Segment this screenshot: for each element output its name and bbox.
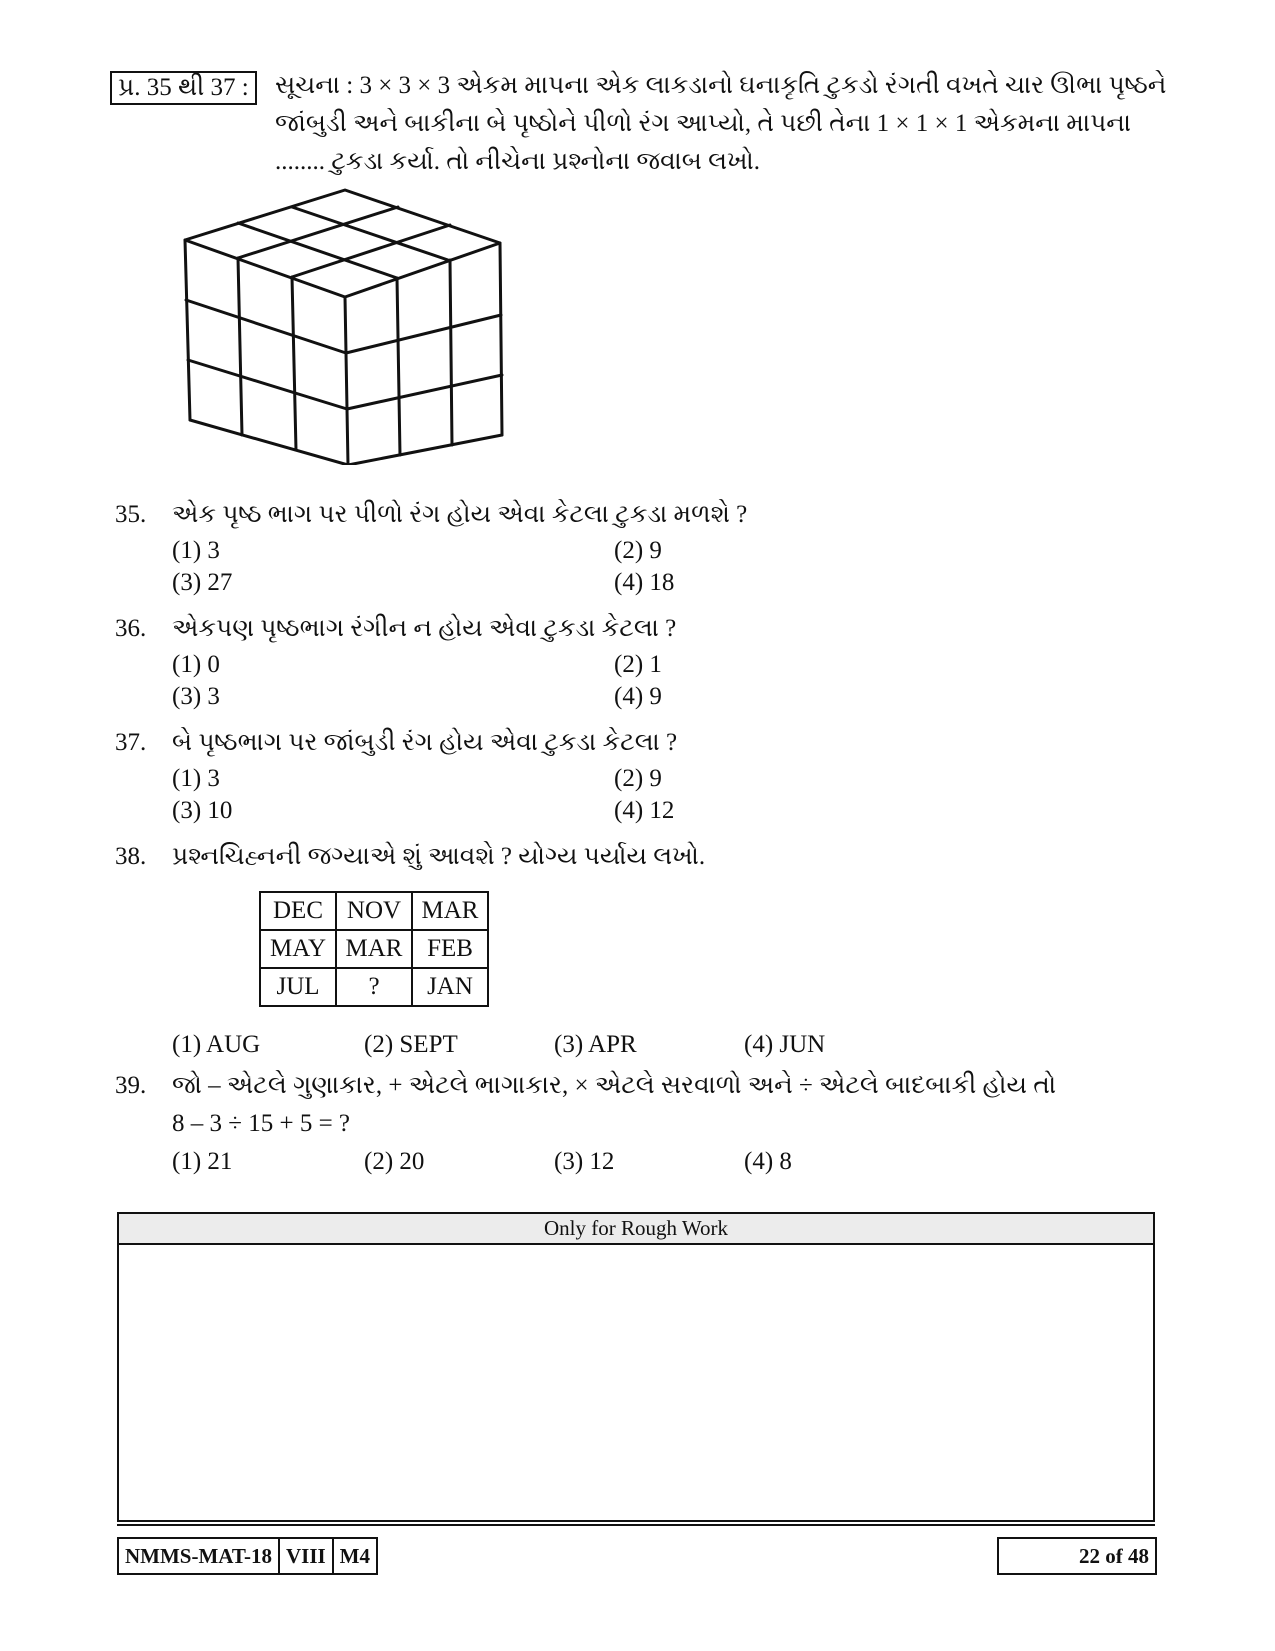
option: (4) 8	[744, 1148, 792, 1175]
footer-code-box	[117, 1537, 378, 1575]
grid-cell: MAR	[336, 930, 412, 968]
option: (3) APR	[554, 1031, 637, 1058]
math-expression: 8 – 3 ÷ 15 + 5 = ?	[172, 1110, 351, 1137]
question-text: એક પૃષ્ઠ ભાગ પર પીળો રંગ હોય એવા કેટલા ટુકડા મળશે ?	[172, 501, 748, 528]
grid-cell: JAN	[412, 968, 488, 1006]
question-number: 37.	[115, 729, 147, 756]
option: (2) SEPT	[364, 1031, 458, 1058]
option: (4) 18	[614, 569, 675, 596]
question-text: બે પૃષ્ઠભાગ પર જાંબુડી રંગ હોય એવા ટુકડા કેટલા ?	[172, 729, 678, 756]
page-number: 22 of 48	[997, 1537, 1157, 1575]
question-text: એકપણ પૃષ્ઠભાગ રંગીન ન હોય એવા ટુકડા કેટલા ?	[172, 615, 677, 642]
option: (1) 3	[172, 765, 220, 792]
option: (3) 10	[172, 797, 233, 824]
question-number: 35.	[115, 501, 147, 528]
exam-code: NMMS-MAT-18	[119, 1539, 280, 1573]
month-grid	[259, 891, 489, 1007]
grid-cell: MAY	[260, 930, 336, 968]
option: (2) 20	[364, 1148, 425, 1175]
grid-cell: JUL	[260, 968, 336, 1006]
option: (1) AUG	[172, 1031, 261, 1058]
option: (1) 0	[172, 651, 220, 678]
rough-work-box	[117, 1212, 1155, 1522]
option: (4) 9	[614, 683, 662, 710]
grid-cell: DEC	[260, 892, 336, 930]
option: (1) 21	[172, 1148, 233, 1175]
rough-work-title: Only for Rough Work	[119, 1214, 1153, 1245]
question-text: જો – એટલે ગુણાકાર, + એટલે ભાગાકાર, × એટલે સરવાળો અને ÷ એટલે બાદબાકી હોય તો	[172, 1072, 1057, 1099]
option: (2) 9	[614, 765, 662, 792]
option: (2) 1	[614, 651, 662, 678]
question-range-label: પ્ર. 35 થી 37 :	[110, 71, 257, 105]
option: (3) 12	[554, 1148, 615, 1175]
option: (4) 12	[614, 797, 675, 824]
grid-row	[260, 968, 488, 1006]
grid-cell: MAR	[412, 892, 488, 930]
set-label: M4	[339, 1544, 370, 1568]
option: (3) 3	[172, 683, 220, 710]
class-label: VIII	[280, 1539, 334, 1573]
option: (1) 3	[172, 537, 220, 564]
question-number: 36.	[115, 615, 147, 642]
divider	[117, 1524, 1155, 1526]
option: (2) 9	[614, 537, 662, 564]
grid-row	[260, 892, 488, 930]
option: (3) 27	[172, 569, 233, 596]
question-text: પ્રશ્નચિહ્નની જગ્યાએ શું આવશે ? યોગ્ય પર્યાય લખો.	[172, 843, 706, 870]
grid-row	[260, 930, 488, 968]
instruction-line-3: ........ ટુકડા કર્યા. તો નીચેના પ્રશ્નોના જવાબ લખો.	[275, 148, 761, 175]
grid-cell: NOV	[336, 892, 412, 930]
option: (4) JUN	[744, 1031, 826, 1058]
question-number: 38.	[115, 843, 147, 870]
question-number: 39.	[115, 1072, 147, 1099]
grid-cell: FEB	[412, 930, 488, 968]
grid-cell: ?	[336, 968, 412, 1006]
cube-figure	[170, 185, 515, 465]
instruction-line-1: સૂચના : 3 × 3 × 3 એકમ માપના એક લાકડાનો ઘનાકૃતિ ટુકડો રંગતી વખતે ચાર ઊભા પૃષ્ઠને	[275, 72, 1167, 99]
instruction-line-2: જાંબુડી અને બાકીના બે પૃષ્ઠોને પીળો રંગ આપ્યો, તે પછી તેના 1 × 1 × 1 એકમના માપના	[275, 110, 1132, 137]
